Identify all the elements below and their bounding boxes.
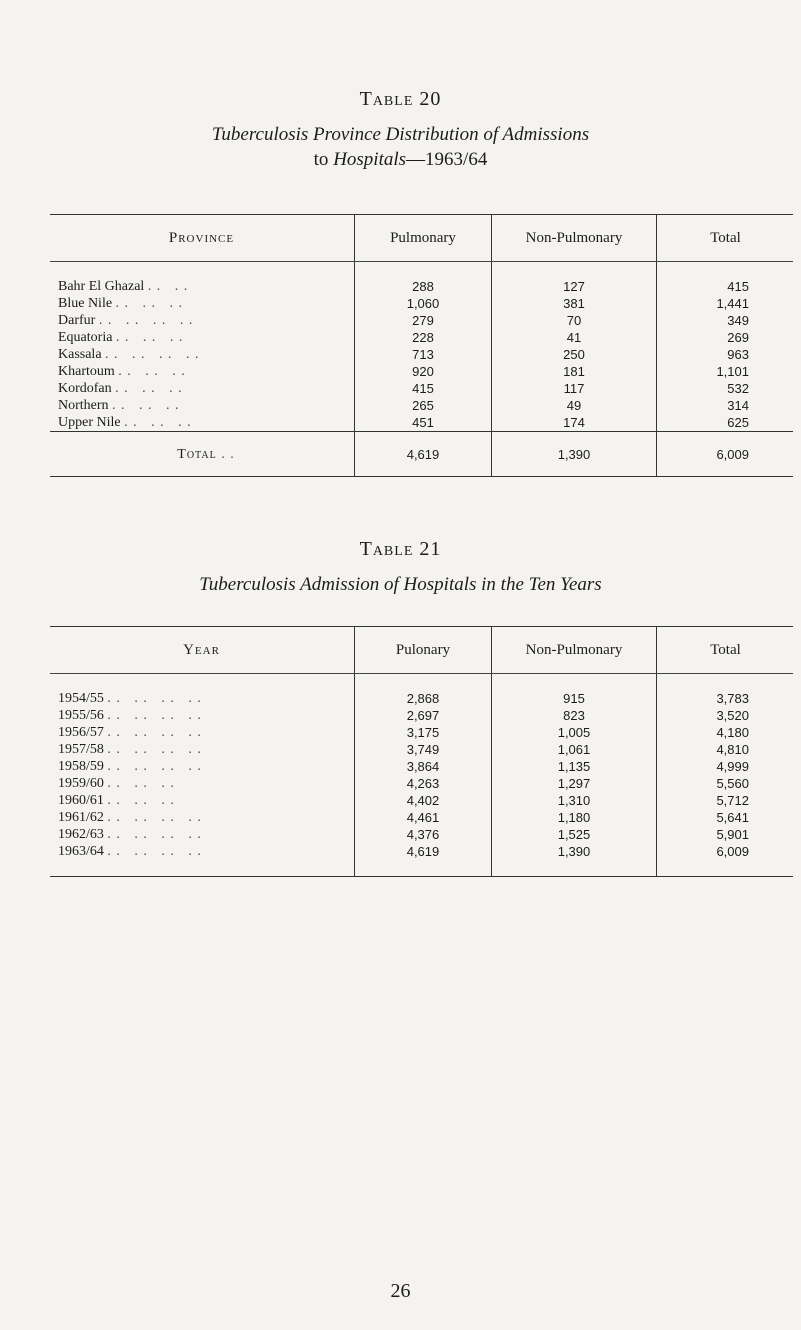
- pulmonary-cell: 1,060: [355, 295, 492, 312]
- table-21-header-row: [50, 627, 793, 674]
- total-cell: 963: [657, 346, 794, 363]
- col-header-year: Year: [50, 627, 355, 674]
- table-20-title: [0, 122, 801, 172]
- table-row: [50, 741, 793, 758]
- table-row: [50, 758, 793, 775]
- row-label-cell: [50, 809, 355, 826]
- row-label: Khartoum: [58, 364, 115, 379]
- pulmonary-cell: 288: [355, 278, 492, 295]
- table-21: [50, 626, 793, 877]
- col-header-non-pulmonary: Non-Pulmonary: [492, 215, 657, 262]
- leader-dots: . . . . . .: [107, 776, 175, 791]
- pulmonary-cell: 4,263: [355, 775, 492, 792]
- leader-dots: . . . . . . . .: [98, 313, 194, 328]
- row-label-cell: [50, 346, 355, 363]
- row-label: 1963/64: [58, 844, 104, 859]
- non-pulmonary-cell: 250: [492, 346, 657, 363]
- row-label-cell: [50, 363, 355, 380]
- row-label-cell: [50, 690, 355, 707]
- leader-dots: . . . . . .: [107, 793, 175, 808]
- row-label-cell: [50, 295, 355, 312]
- total-cell: 415: [657, 278, 794, 295]
- row-label-cell: [50, 741, 355, 758]
- row-label: Upper Nile: [58, 415, 121, 430]
- row-label-cell: [50, 724, 355, 741]
- non-pulmonary-cell: 174: [492, 414, 657, 432]
- col-header-total: Total: [657, 627, 794, 674]
- table-21-title-text: Tuberculosis Admission of Hospitals in the Ten Years: [199, 574, 602, 595]
- table-row: [50, 724, 793, 741]
- row-label-cell: [50, 432, 355, 477]
- leader-dots: . . . . . . . .: [107, 844, 202, 859]
- leader-dots: . . . . . .: [112, 398, 180, 413]
- pulmonary-cell: 3,175: [355, 724, 492, 741]
- table-row: [50, 707, 793, 724]
- row-label: 1962/63: [58, 827, 104, 842]
- table-row: [50, 363, 793, 380]
- leader-dots: . . . . . . . .: [105, 347, 200, 362]
- row-label: 1955/56: [58, 708, 104, 723]
- row-label-cell: [50, 278, 355, 295]
- leader-dots: . . . . . . . .: [107, 759, 202, 774]
- non-pulmonary-cell: 70: [492, 312, 657, 329]
- pulmonary-cell: 4,376: [355, 826, 492, 843]
- row-label-cell: [50, 414, 355, 432]
- non-pulmonary-cell: 49: [492, 397, 657, 414]
- table-21-title: [0, 572, 801, 597]
- table-row: [50, 295, 793, 312]
- table-row: [50, 346, 793, 363]
- row-label: Darfur: [58, 313, 96, 328]
- total-cell: 1,441: [657, 295, 794, 312]
- leader-dots: . . . . . . . .: [107, 742, 202, 757]
- pulmonary-cell: 2,697: [355, 707, 492, 724]
- table-21-body: [50, 674, 793, 877]
- row-label: Kordofan: [58, 381, 112, 396]
- col-header-total: Total: [657, 215, 794, 262]
- row-label-cell: [50, 707, 355, 724]
- total-row: [50, 432, 793, 477]
- pulmonary-cell: 279: [355, 312, 492, 329]
- col-header-non-pulmonary: Non-Pulmonary: [492, 627, 657, 674]
- table-row: [50, 809, 793, 826]
- pulmonary-cell: 228: [355, 329, 492, 346]
- col-header-province: Province: [50, 215, 355, 262]
- row-label: 1956/57: [58, 725, 104, 740]
- leader-dots: . . . . . .: [115, 296, 184, 311]
- table-row: [50, 690, 793, 707]
- non-pulmonary-cell: 915: [492, 690, 657, 707]
- total-cell: 5,641: [657, 809, 794, 826]
- table-row: [50, 826, 793, 843]
- leader-dots: . . . . . .: [115, 330, 184, 345]
- table-20-heading: Table 20: [359, 88, 442, 110]
- row-label: Northern: [58, 398, 109, 413]
- row-label: 1960/61: [58, 793, 104, 808]
- total-cell: 269: [657, 329, 794, 346]
- table-21-heading: Table 21: [359, 538, 442, 560]
- non-pulmonary-cell: 1,297: [492, 775, 657, 792]
- pulmonary-cell: 4,402: [355, 792, 492, 809]
- table-20-title-suffix: —1963/64: [406, 149, 488, 170]
- total-cell: 5,901: [657, 826, 794, 843]
- row-label: Bahr El Ghazal: [58, 279, 145, 294]
- non-pulmonary-cell: 1,061: [492, 741, 657, 758]
- pulmonary-cell: 3,864: [355, 758, 492, 775]
- col-header-pulonary: Pulonary: [355, 627, 492, 674]
- leader-dots: . . . . . . . .: [107, 708, 202, 723]
- pulmonary-cell: 415: [355, 380, 492, 397]
- total-cell: 625: [657, 414, 794, 432]
- non-pulmonary-cell: 117: [492, 380, 657, 397]
- total-cell: 4,180: [657, 724, 794, 741]
- pulmonary-cell: 713: [355, 346, 492, 363]
- table-row: [50, 380, 793, 397]
- total-cell: 532: [657, 380, 794, 397]
- row-label-cell: [50, 843, 355, 860]
- page-number: 26: [390, 1280, 411, 1302]
- pulmonary-cell: 920: [355, 363, 492, 380]
- table-row: [50, 397, 793, 414]
- row-label-cell: [50, 397, 355, 414]
- total-cell: 349: [657, 312, 794, 329]
- non-pulmonary-cell: 1,390: [492, 843, 657, 860]
- leader-dots: . . . . . . . .: [107, 810, 202, 825]
- pulmonary-cell: 451: [355, 414, 492, 432]
- row-label-cell: [50, 792, 355, 809]
- total-cell: 4,810: [657, 741, 794, 758]
- table-20-title-line1: Tuberculosis Province Distribution of Admissions: [211, 124, 590, 145]
- row-label-cell: [50, 758, 355, 775]
- row-label: Kassala: [58, 347, 102, 362]
- row-label-cell: [50, 826, 355, 843]
- row-label: Blue Nile: [58, 296, 113, 311]
- row-label: 1954/55: [58, 691, 104, 706]
- leader-dots: . . . . . .: [115, 381, 183, 396]
- row-label: 1959/60: [58, 776, 104, 791]
- pulmonary-cell: 2,868: [355, 690, 492, 707]
- table-20-header-row: [50, 215, 793, 262]
- row-label: 1961/62: [58, 810, 104, 825]
- leader-dots: . . . .: [147, 279, 189, 294]
- total-cell: 3,783: [657, 690, 794, 707]
- table-row: [50, 312, 793, 329]
- table-row: [50, 278, 793, 295]
- col-header-pulmonary: Pulmonary: [355, 215, 492, 262]
- leader-dots: . . . . . .: [124, 415, 192, 430]
- total-cell: 5,712: [657, 792, 794, 809]
- total-cell: 314: [657, 397, 794, 414]
- table-row: [50, 414, 793, 432]
- table-20: [50, 214, 793, 477]
- pulmonary-cell: 3,749: [355, 741, 492, 758]
- row-label: Equatoria: [58, 330, 113, 345]
- non-pulmonary-cell: 41: [492, 329, 657, 346]
- leader-dots: . . . . . . . .: [107, 725, 202, 740]
- row-label: Total: [177, 446, 217, 462]
- row-label-cell: [50, 312, 355, 329]
- non-pulmonary-cell: 1,525: [492, 826, 657, 843]
- pulmonary-cell: 265: [355, 397, 492, 414]
- non-pulmonary-cell: 181: [492, 363, 657, 380]
- non-pulmonary-cell: 127: [492, 278, 657, 295]
- table-20-body: [50, 262, 793, 477]
- non-pulmonary-cell: 381: [492, 295, 657, 312]
- leader-dots: . . . . . . . .: [107, 827, 202, 842]
- table-row: [50, 792, 793, 809]
- row-label-cell: [50, 775, 355, 792]
- leader-dots: . . . . . . . .: [107, 691, 202, 706]
- leader-dots: . . . . . .: [118, 364, 186, 379]
- total-cell: 5,560: [657, 775, 794, 792]
- row-label: 1957/58: [58, 742, 104, 757]
- non-pulmonary-cell: 1,180: [492, 809, 657, 826]
- pulmonary-cell: 4,619: [355, 843, 492, 860]
- table-row: [50, 843, 793, 860]
- leader-dots: . .: [221, 446, 235, 462]
- total-cell: 1,101: [657, 363, 794, 380]
- table-row: [50, 329, 793, 346]
- non-pulmonary-cell: 1,390: [492, 432, 657, 477]
- row-label: 1958/59: [58, 759, 104, 774]
- non-pulmonary-cell: 1,005: [492, 724, 657, 741]
- total-cell: 6,009: [657, 432, 794, 477]
- pulmonary-cell: 4,619: [355, 432, 492, 477]
- table-row: [50, 775, 793, 792]
- non-pulmonary-cell: 1,135: [492, 758, 657, 775]
- total-cell: 4,999: [657, 758, 794, 775]
- non-pulmonary-cell: 823: [492, 707, 657, 724]
- total-cell: 3,520: [657, 707, 794, 724]
- row-label-cell: [50, 329, 355, 346]
- row-label-cell: [50, 380, 355, 397]
- table-20-title-italic: Hospitals: [333, 149, 407, 170]
- pulmonary-cell: 4,461: [355, 809, 492, 826]
- table-20-title-prefix: to: [313, 149, 329, 170]
- total-cell: 6,009: [657, 843, 794, 860]
- non-pulmonary-cell: 1,310: [492, 792, 657, 809]
